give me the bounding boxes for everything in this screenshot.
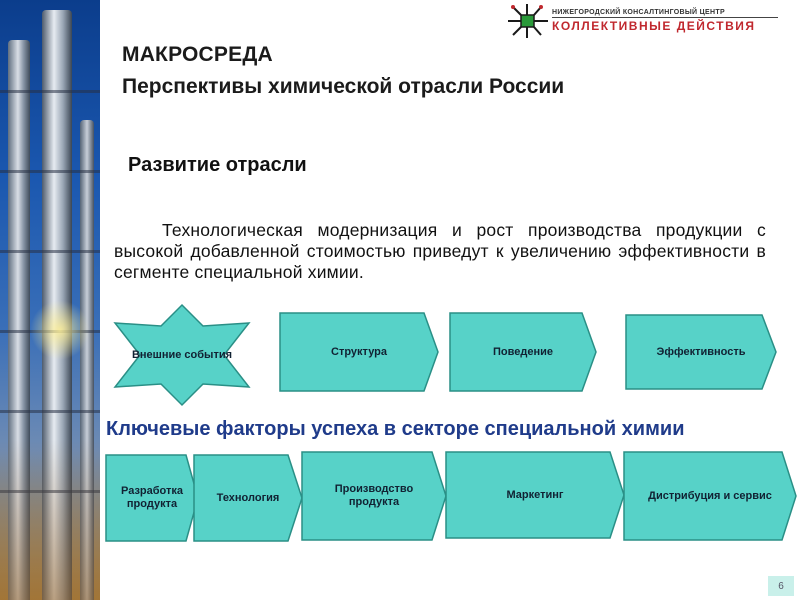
flow-step-behavior bbox=[450, 313, 596, 391]
flow-step-efficiency-label: Эффективность bbox=[656, 346, 746, 358]
slide-subtitle: Перспективы химической отрасли России bbox=[122, 75, 565, 98]
factor-technology-label: Технология bbox=[216, 491, 280, 504]
logo-caption: НИЖЕГОРОДСКИЙ КОНСАЛТИНГОВЫЙ ЦЕНТР bbox=[552, 9, 725, 16]
slide-title: МАКРОСРЕДА bbox=[122, 43, 273, 66]
factor-product-development bbox=[106, 455, 198, 541]
factor-distribution bbox=[624, 452, 796, 540]
flow-step-efficiency bbox=[626, 315, 776, 389]
factor-production-label: Производство продукта bbox=[334, 483, 414, 508]
success-factors-heading: Ключевые факторы успеха в секторе специальной химии bbox=[106, 418, 685, 440]
factor-marketing-label: Маркетинг bbox=[506, 488, 564, 501]
flow-step-structure-label: Структура bbox=[331, 346, 387, 358]
refinery-photo bbox=[0, 0, 100, 600]
factor-marketing bbox=[446, 452, 624, 538]
factor-distribution-label: Дистрибуция и сервис bbox=[648, 489, 772, 502]
flow-step-behavior-label: Поведение bbox=[493, 346, 553, 358]
logo-emblem-icon bbox=[508, 4, 548, 38]
company-logo bbox=[508, 4, 778, 38]
external-events-label: Внешние события bbox=[131, 348, 233, 361]
page-number: 6 bbox=[768, 576, 794, 596]
external-events-star bbox=[108, 305, 256, 405]
logo-divider bbox=[552, 17, 778, 18]
body-paragraph: Технологическая модернизация и рост производства продукции с высокой добавленной стоимостью приведут к увеличению эффективности в сегменте специальной химии. bbox=[114, 220, 766, 282]
section-heading: Развитие отрасли bbox=[128, 154, 307, 176]
factor-production bbox=[302, 452, 446, 540]
flow-step-structure bbox=[280, 313, 438, 391]
factor-product-development-label: Разработка продукта bbox=[121, 485, 183, 510]
logo-name: КОЛЛЕКТИВНЫЕ ДЕЙСТВИЯ bbox=[552, 19, 756, 33]
factor-technology bbox=[194, 455, 302, 541]
